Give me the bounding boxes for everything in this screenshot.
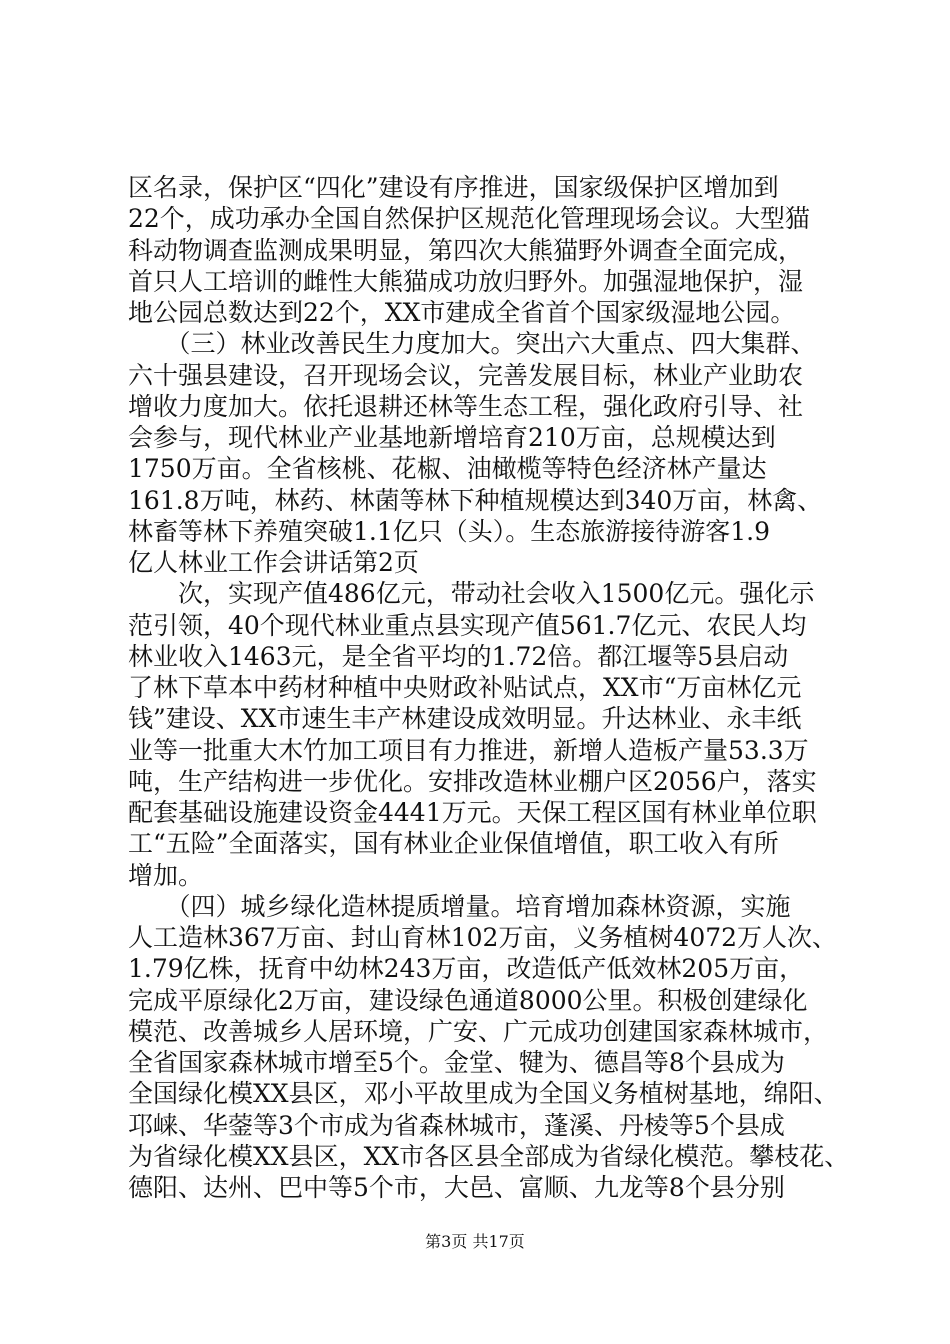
body-text-line: 林业收入1463元，是全省平均的1.72倍。都江堰等5县启动 <box>128 642 789 671</box>
body-text-line: 区名录，保护区“四化”建设有序推进，国家级保护区增加到 <box>128 173 779 202</box>
body-text-line: 模范、改善城乡人居环境，广安、广元成功创建国家森林城市， <box>128 1017 829 1046</box>
body-text-line: 1.79亿株，抚育中幼林243万亩，改造低产低效林205万亩， <box>128 954 805 983</box>
body-text-line: 钱”建设、XX市速生丰产林建设成效明显。升达林业、永丰纸 <box>128 704 802 733</box>
body-text-line: 全省国家森林城市增至5个。金堂、犍为、德昌等8个县成为 <box>128 1048 785 1077</box>
body-text-line: 科动物调查监测成果明显，第四次大熊猫野外调查全面完成， <box>128 236 804 265</box>
body-text-line: 人工造林367万亩、封山育林102万亩，义务植树4072万人次、 <box>128 923 838 952</box>
body-text-line: 次，实现产值486亿元，带动社会收入1500亿元。强化示 <box>128 579 815 608</box>
body-text-line: 工“五险”全面落实，国有林业企业保值增值，职工收入有所 <box>128 829 779 858</box>
body-text-line: 全国绿化模XX县区，邓小平故里成为全国义务植树基地，绵阳、 <box>128 1079 839 1108</box>
body-text-line: 首只人工培训的雌性大熊猫成功放归野外。加强湿地保护，湿 <box>128 267 804 296</box>
body-text-line: 增加。 <box>128 861 204 890</box>
body-text-line: 吨，生产结构进一步优化。安排改造林业棚户区2056户，落实 <box>128 767 817 796</box>
body-text-line: 德阳、达州、巴中等5个市，大邑、富顺、九龙等8个县分别 <box>128 1173 785 1202</box>
body-text-line: 会参与，现代林业产业基地新增培育210万亩，总规模达到 <box>128 423 776 452</box>
body-text-line: 完成平原绿化2万亩，建设绿色通道8000公里。积极创建绿化 <box>128 986 808 1015</box>
page-number-footer: 第3页 共17页 <box>425 1232 525 1251</box>
body-text-line: 六十强县建设，召开现场会议，完善发展目标，林业产业助农 <box>128 361 804 390</box>
body-text-line: 增收力度加大。依托退耕还林等生态工程，强化政府引导、社 <box>128 392 804 421</box>
body-text-line: 范引领，40个现代林业重点县实现产值561.7亿元、农民人均 <box>128 611 807 640</box>
body-text-line: 亿人林业工作会讲话第2页 <box>128 548 419 577</box>
body-text-line: 配套基础设施建设资金4441万元。天保工程区国有林业单位职 <box>128 798 817 827</box>
body-text-line: 22个，成功承办全国自然保护区规范化管理现场会议。大型猫 <box>128 204 810 233</box>
section-heading-line: （三）林业改善民生力度加大。突出六大重点、四大集群、 <box>128 329 816 358</box>
body-text-line: 邛崃、华蓥等3个市成为省森林城市，蓬溪、丹棱等5个县成 <box>128 1111 785 1140</box>
body-text-line: 业等一批重大木竹加工项目有力推进，新增人造板产量53.3万 <box>128 736 809 765</box>
section-heading-line: （四）城乡绿化造林提质增量。培育增加森林资源，实施 <box>128 892 791 921</box>
body-text-line: 地公园总数达到22个，XX市建成全省首个国家级湿地公园。 <box>128 298 796 327</box>
body-text-line: 为省绿化模XX县区，XX市各区县全部成为省绿化模范。攀枝花、 <box>128 1142 850 1171</box>
body-text-line: 了林下草本中药材种植中央财政补贴试点，XX市“万亩林亿元 <box>128 673 802 702</box>
body-text-line: 1750万亩。全省核桃、花椒、油橄榄等特色经济林产量达 <box>128 454 767 483</box>
body-text-line: 161.8万吨，林药、林菌等林下种植规模达到340万亩，林禽、 <box>128 486 823 515</box>
body-text-line: 林畜等林下养殖突破1.1亿只（头）。生态旅游接待游客1.9 <box>128 517 771 546</box>
